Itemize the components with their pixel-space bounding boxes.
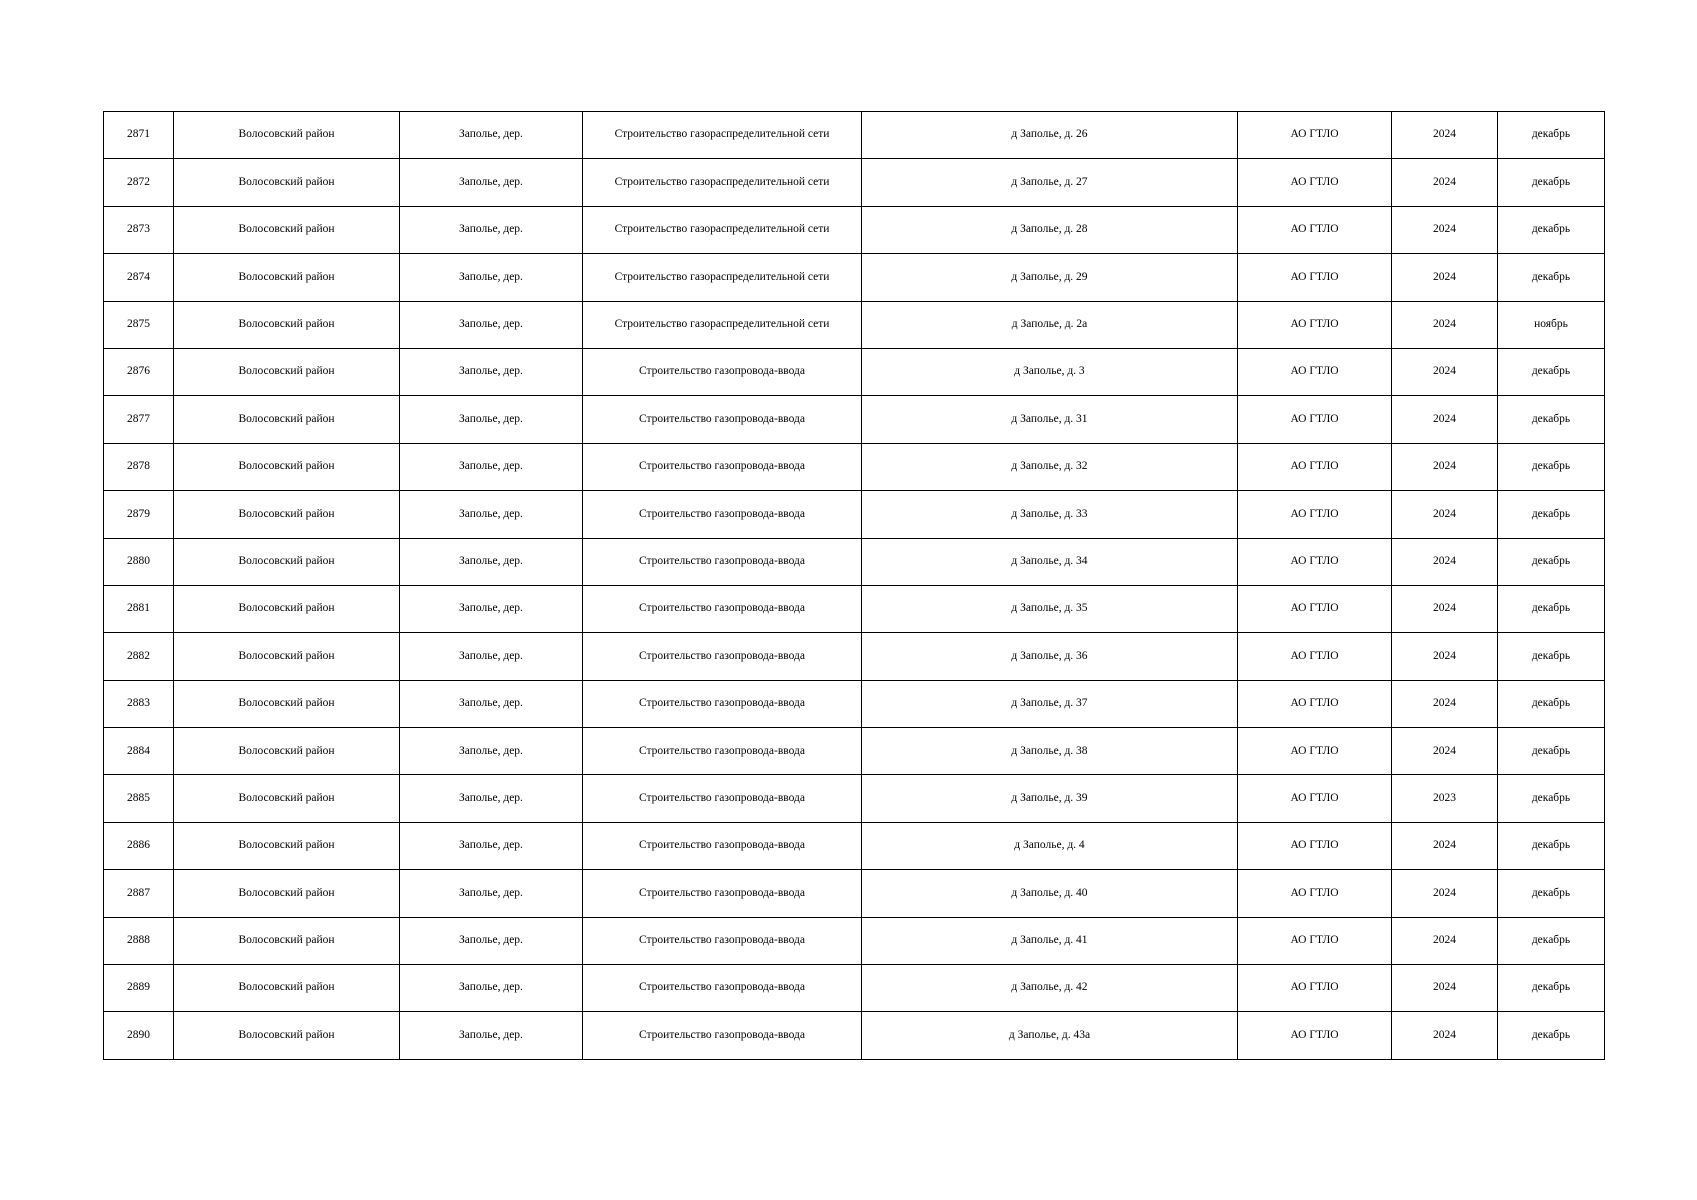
address-cell: д Заполье, д. 38 xyxy=(862,728,1238,775)
row-number-cell: 2882 xyxy=(104,633,174,680)
month-cell: декабрь xyxy=(1498,633,1605,680)
table-row xyxy=(104,396,1605,443)
district-cell: Волосовский район xyxy=(174,870,400,917)
district-cell: Волосовский район xyxy=(174,633,400,680)
organization-cell: АО ГТЛО xyxy=(1238,822,1392,869)
settlement-cell: Заполье, дер. xyxy=(400,348,583,395)
organization-cell: АО ГТЛО xyxy=(1238,254,1392,301)
organization-cell: АО ГТЛО xyxy=(1238,206,1392,253)
table-row xyxy=(104,348,1605,395)
address-cell: д Заполье, д. 3 xyxy=(862,348,1238,395)
settlement-cell: Заполье, дер. xyxy=(400,206,583,253)
address-cell: д Заполье, д. 40 xyxy=(862,870,1238,917)
row-number-cell: 2872 xyxy=(104,159,174,206)
organization-cell: АО ГТЛО xyxy=(1238,1012,1392,1059)
month-cell: декабрь xyxy=(1498,491,1605,538)
work-type-cell: Строительство газопровода-ввода xyxy=(583,348,862,395)
district-cell: Волосовский район xyxy=(174,680,400,727)
organization-cell: АО ГТЛО xyxy=(1238,491,1392,538)
organization-cell: АО ГТЛО xyxy=(1238,112,1392,159)
month-cell: декабрь xyxy=(1498,1012,1605,1059)
organization-cell: АО ГТЛО xyxy=(1238,870,1392,917)
table-row xyxy=(104,491,1605,538)
address-cell: д Заполье, д. 43а xyxy=(862,1012,1238,1059)
district-cell: Волосовский район xyxy=(174,396,400,443)
work-type-cell: Строительство газораспределительной сети xyxy=(583,206,862,253)
month-cell: декабрь xyxy=(1498,112,1605,159)
year-cell: 2024 xyxy=(1392,254,1498,301)
month-cell: декабрь xyxy=(1498,254,1605,301)
organization-cell: АО ГТЛО xyxy=(1238,348,1392,395)
work-type-cell: Строительство газораспределительной сети xyxy=(583,301,862,348)
work-type-cell: Строительство газопровода-ввода xyxy=(583,680,862,727)
address-cell: д Заполье, д. 42 xyxy=(862,965,1238,1012)
district-cell: Волосовский район xyxy=(174,206,400,253)
settlement-cell: Заполье, дер. xyxy=(400,443,583,490)
month-cell: декабрь xyxy=(1498,585,1605,632)
address-cell: д Заполье, д. 34 xyxy=(862,538,1238,585)
month-cell: ноябрь xyxy=(1498,301,1605,348)
row-number-cell: 2875 xyxy=(104,301,174,348)
year-cell: 2024 xyxy=(1392,633,1498,680)
address-cell: д Заполье, д. 27 xyxy=(862,159,1238,206)
table-row xyxy=(104,1012,1605,1059)
settlement-cell: Заполье, дер. xyxy=(400,491,583,538)
year-cell: 2024 xyxy=(1392,301,1498,348)
row-number-cell: 2890 xyxy=(104,1012,174,1059)
organization-cell: АО ГТЛО xyxy=(1238,775,1392,822)
district-cell: Волосовский район xyxy=(174,585,400,632)
settlement-cell: Заполье, дер. xyxy=(400,301,583,348)
settlement-cell: Заполье, дер. xyxy=(400,538,583,585)
year-cell: 2024 xyxy=(1392,728,1498,775)
year-cell: 2024 xyxy=(1392,112,1498,159)
address-cell: д Заполье, д. 26 xyxy=(862,112,1238,159)
row-number-cell: 2886 xyxy=(104,822,174,869)
year-cell: 2024 xyxy=(1392,206,1498,253)
settlement-cell: Заполье, дер. xyxy=(400,112,583,159)
settlement-cell: Заполье, дер. xyxy=(400,775,583,822)
month-cell: декабрь xyxy=(1498,728,1605,775)
organization-cell: АО ГТЛО xyxy=(1238,917,1392,964)
address-cell: д Заполье, д. 41 xyxy=(862,917,1238,964)
table-row xyxy=(104,538,1605,585)
year-cell: 2024 xyxy=(1392,443,1498,490)
year-cell: 2024 xyxy=(1392,680,1498,727)
work-type-cell: Строительство газопровода-ввода xyxy=(583,775,862,822)
table-row xyxy=(104,680,1605,727)
row-number-cell: 2880 xyxy=(104,538,174,585)
organization-cell: АО ГТЛО xyxy=(1238,396,1392,443)
table-body xyxy=(104,112,1605,1060)
district-cell: Волосовский район xyxy=(174,965,400,1012)
year-cell: 2024 xyxy=(1392,396,1498,443)
table-row xyxy=(104,917,1605,964)
work-type-cell: Строительство газораспределительной сети xyxy=(583,112,862,159)
settlement-cell: Заполье, дер. xyxy=(400,917,583,964)
year-cell: 2024 xyxy=(1392,538,1498,585)
month-cell: декабрь xyxy=(1498,680,1605,727)
month-cell: декабрь xyxy=(1498,917,1605,964)
table-row xyxy=(104,870,1605,917)
district-cell: Волосовский район xyxy=(174,728,400,775)
row-number-cell: 2884 xyxy=(104,728,174,775)
work-type-cell: Строительство газопровода-ввода xyxy=(583,538,862,585)
work-type-cell: Строительство газопровода-ввода xyxy=(583,443,862,490)
settlement-cell: Заполье, дер. xyxy=(400,159,583,206)
district-cell: Волосовский район xyxy=(174,822,400,869)
table-row xyxy=(104,206,1605,253)
district-cell: Волосовский район xyxy=(174,443,400,490)
month-cell: декабрь xyxy=(1498,396,1605,443)
work-type-cell: Строительство газопровода-ввода xyxy=(583,1012,862,1059)
row-number-cell: 2877 xyxy=(104,396,174,443)
district-cell: Волосовский район xyxy=(174,775,400,822)
row-number-cell: 2878 xyxy=(104,443,174,490)
work-type-cell: Строительство газораспределительной сети xyxy=(583,254,862,301)
work-type-cell: Строительство газопровода-ввода xyxy=(583,491,862,538)
table-row xyxy=(104,254,1605,301)
year-cell: 2024 xyxy=(1392,965,1498,1012)
year-cell: 2024 xyxy=(1392,1012,1498,1059)
work-type-cell: Строительство газопровода-ввода xyxy=(583,870,862,917)
table-row xyxy=(104,633,1605,680)
district-cell: Волосовский район xyxy=(174,254,400,301)
district-cell: Волосовский район xyxy=(174,301,400,348)
month-cell: декабрь xyxy=(1498,775,1605,822)
settlement-cell: Заполье, дер. xyxy=(400,396,583,443)
month-cell: декабрь xyxy=(1498,965,1605,1012)
address-cell: д Заполье, д. 29 xyxy=(862,254,1238,301)
row-number-cell: 2879 xyxy=(104,491,174,538)
row-number-cell: 2883 xyxy=(104,680,174,727)
organization-cell: АО ГТЛО xyxy=(1238,965,1392,1012)
table-row xyxy=(104,443,1605,490)
organization-cell: АО ГТЛО xyxy=(1238,301,1392,348)
settlement-cell: Заполье, дер. xyxy=(400,254,583,301)
district-cell: Волосовский район xyxy=(174,538,400,585)
settlement-cell: Заполье, дер. xyxy=(400,633,583,680)
settlement-cell: Заполье, дер. xyxy=(400,585,583,632)
row-number-cell: 2873 xyxy=(104,206,174,253)
year-cell: 2024 xyxy=(1392,491,1498,538)
address-cell: д Заполье, д. 4 xyxy=(862,822,1238,869)
row-number-cell: 2876 xyxy=(104,348,174,395)
address-cell: д Заполье, д. 32 xyxy=(862,443,1238,490)
table-row xyxy=(104,301,1605,348)
table-row xyxy=(104,728,1605,775)
organization-cell: АО ГТЛО xyxy=(1238,538,1392,585)
work-type-cell: Строительство газопровода-ввода xyxy=(583,917,862,964)
table-row xyxy=(104,965,1605,1012)
settlement-cell: Заполье, дер. xyxy=(400,965,583,1012)
settlement-cell: Заполье, дер. xyxy=(400,1012,583,1059)
work-type-cell: Строительство газораспределительной сети xyxy=(583,159,862,206)
year-cell: 2024 xyxy=(1392,348,1498,395)
row-number-cell: 2888 xyxy=(104,917,174,964)
month-cell: декабрь xyxy=(1498,159,1605,206)
work-type-cell: Строительство газопровода-ввода xyxy=(583,585,862,632)
organization-cell: АО ГТЛО xyxy=(1238,633,1392,680)
data-table xyxy=(103,111,1605,1060)
district-cell: Волосовский район xyxy=(174,1012,400,1059)
work-type-cell: Строительство газопровода-ввода xyxy=(583,396,862,443)
month-cell: декабрь xyxy=(1498,443,1605,490)
row-number-cell: 2881 xyxy=(104,585,174,632)
month-cell: декабрь xyxy=(1498,538,1605,585)
address-cell: д Заполье, д. 31 xyxy=(862,396,1238,443)
address-cell: д Заполье, д. 36 xyxy=(862,633,1238,680)
year-cell: 2023 xyxy=(1392,775,1498,822)
row-number-cell: 2885 xyxy=(104,775,174,822)
settlement-cell: Заполье, дер. xyxy=(400,822,583,869)
table-row xyxy=(104,112,1605,159)
work-type-cell: Строительство газопровода-ввода xyxy=(583,965,862,1012)
row-number-cell: 2887 xyxy=(104,870,174,917)
organization-cell: АО ГТЛО xyxy=(1238,443,1392,490)
district-cell: Волосовский район xyxy=(174,159,400,206)
month-cell: декабрь xyxy=(1498,870,1605,917)
table-row xyxy=(104,775,1605,822)
address-cell: д Заполье, д. 2а xyxy=(862,301,1238,348)
organization-cell: АО ГТЛО xyxy=(1238,585,1392,632)
table-row xyxy=(104,159,1605,206)
year-cell: 2024 xyxy=(1392,159,1498,206)
settlement-cell: Заполье, дер. xyxy=(400,728,583,775)
settlement-cell: Заполье, дер. xyxy=(400,870,583,917)
address-cell: д Заполье, д. 28 xyxy=(862,206,1238,253)
month-cell: декабрь xyxy=(1498,206,1605,253)
district-cell: Волосовский район xyxy=(174,917,400,964)
table-row xyxy=(104,822,1605,869)
month-cell: декабрь xyxy=(1498,822,1605,869)
district-cell: Волосовский район xyxy=(174,112,400,159)
address-cell: д Заполье, д. 35 xyxy=(862,585,1238,632)
work-type-cell: Строительство газопровода-ввода xyxy=(583,728,862,775)
district-cell: Волосовский район xyxy=(174,491,400,538)
settlement-cell: Заполье, дер. xyxy=(400,680,583,727)
table-row xyxy=(104,585,1605,632)
address-cell: д Заполье, д. 33 xyxy=(862,491,1238,538)
month-cell: декабрь xyxy=(1498,348,1605,395)
work-type-cell: Строительство газопровода-ввода xyxy=(583,822,862,869)
organization-cell: АО ГТЛО xyxy=(1238,680,1392,727)
address-cell: д Заполье, д. 37 xyxy=(862,680,1238,727)
year-cell: 2024 xyxy=(1392,585,1498,632)
row-number-cell: 2874 xyxy=(104,254,174,301)
year-cell: 2024 xyxy=(1392,822,1498,869)
organization-cell: АО ГТЛО xyxy=(1238,728,1392,775)
row-number-cell: 2871 xyxy=(104,112,174,159)
district-cell: Волосовский район xyxy=(174,348,400,395)
year-cell: 2024 xyxy=(1392,870,1498,917)
work-type-cell: Строительство газопровода-ввода xyxy=(583,633,862,680)
year-cell: 2024 xyxy=(1392,917,1498,964)
address-cell: д Заполье, д. 39 xyxy=(862,775,1238,822)
row-number-cell: 2889 xyxy=(104,965,174,1012)
organization-cell: АО ГТЛО xyxy=(1238,159,1392,206)
